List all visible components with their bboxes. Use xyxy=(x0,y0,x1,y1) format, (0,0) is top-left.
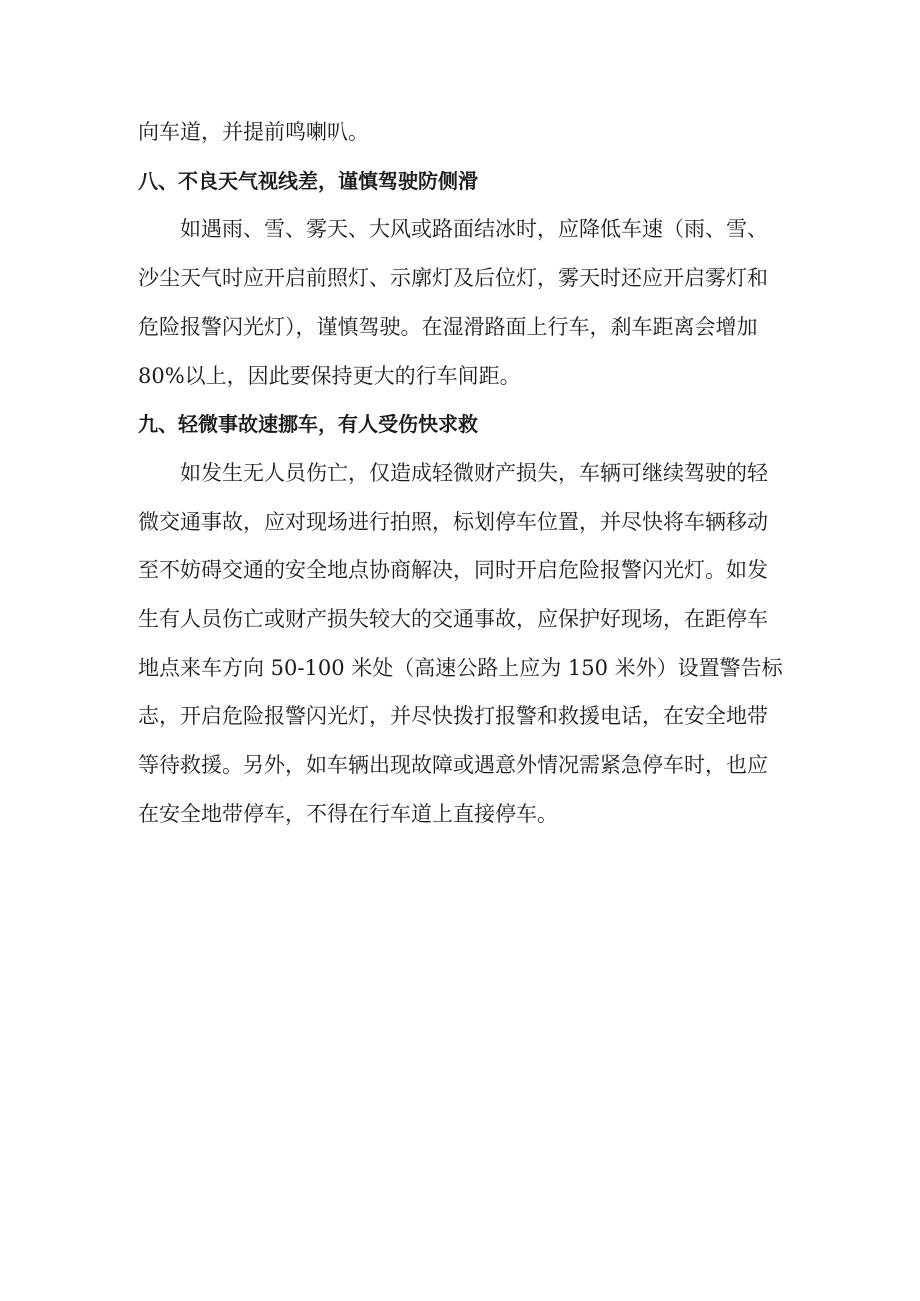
section-8-heading: 八、不良天气视线差，谨慎驾驶防侧滑 xyxy=(138,168,478,193)
text-line: 生有人员伤亡或财产损失较大的交通事故，应保护好现场，在距停车 xyxy=(138,607,768,632)
text-line: 80%以上，因此要保持更大的行车间距。 xyxy=(138,363,521,388)
text-line: 微交通事故，应对现场进行拍照，标划停车位置，并尽快将车辆移动 xyxy=(138,509,768,534)
text-line: 如遇雨、雪、雾天、大风或路面结冰时，应降低车速（雨、雪、 xyxy=(180,217,768,242)
text-line: 志，开启危险报警闪光灯，并尽快拨打报警和救援电话，在安全地带 xyxy=(138,704,768,729)
text-line: 在安全地带停车，不得在行车道上直接停车。 xyxy=(138,801,558,826)
section-9-heading: 九、轻微事故速挪车，有人受伤快求救 xyxy=(138,412,478,437)
text-line: 地点来车方向 50-100 米处（高速公路上应为 150 米外）设置警告标 xyxy=(138,655,783,680)
continuation-paragraph xyxy=(138,108,802,157)
text-line: 等待救援。另外，如车辆出现故障或遇意外情况需紧急停车时，也应 xyxy=(138,753,768,778)
text-line: 向车道，并提前鸣喇叭。 xyxy=(138,120,369,144)
text-line: 危险报警闪光灯），谨慎驾驶。在湿滑路面上行车，刹车距离会增加 xyxy=(138,314,758,339)
text-line: 如发生无人员伤亡，仅造成轻微财产损失，车辆可继续驾驶的轻 xyxy=(180,460,768,485)
section-8-paragraph xyxy=(138,205,802,400)
section-9-paragraph xyxy=(138,449,802,839)
document-page xyxy=(138,108,802,839)
text-line: 至不妨碍交通的安全地点协商解决，同时开启危险报警闪光灯。如发 xyxy=(138,558,768,583)
text-line: 沙尘天气时应开启前照灯、示廓灯及后位灯，雾天时还应开启雾灯和 xyxy=(138,266,768,291)
